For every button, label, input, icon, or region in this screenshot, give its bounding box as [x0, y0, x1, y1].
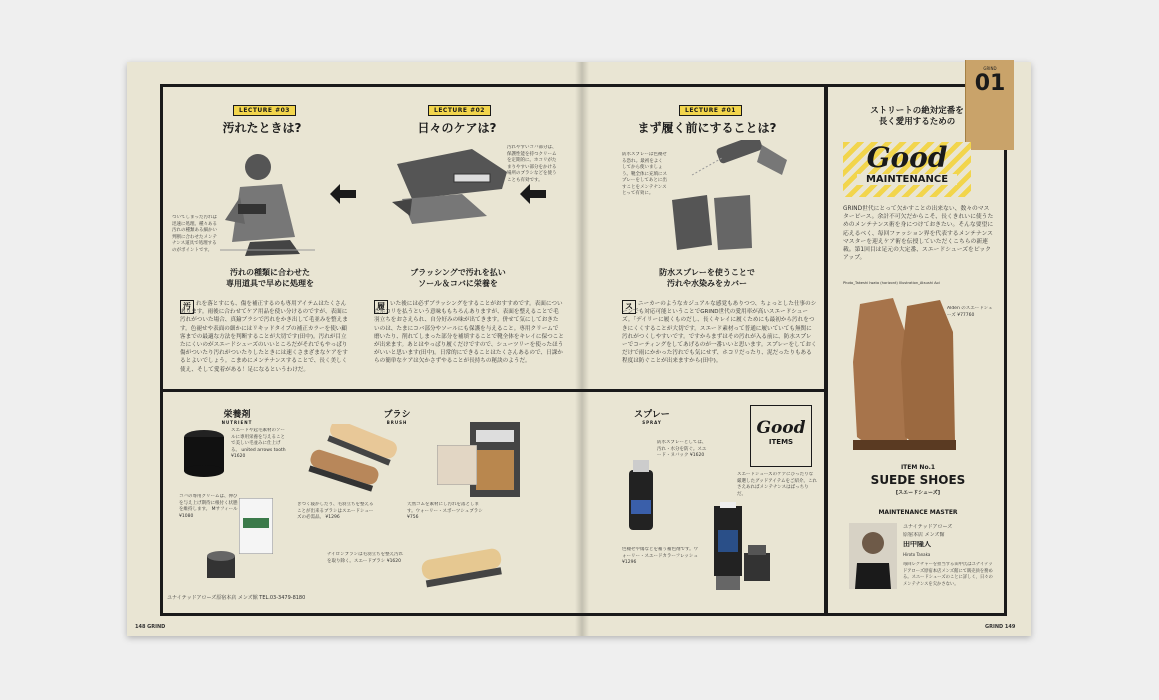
- care-section-title: 栄養剤 NUTRIENT: [221, 410, 253, 425]
- spray-note-1: 防水スプレーとしては、汚れ・水分を防ぐ。スエード・ヌバック ¥1620: [657, 440, 707, 458]
- brushes-image: [307, 424, 412, 496]
- lecture-01-title: まず履く前にすることは?: [637, 121, 777, 135]
- lecture-03-title: 汚れたときは?: [222, 121, 302, 135]
- master-bio: 毎回レクチャーを担当する田中氏はユナイテッドアローズ原宿本店メンズ館にて販売員を務める。スエードシューズのことに詳しく、日々のメンテナンスを欠かさない。: [903, 562, 993, 587]
- brush-note-1: きつく寝かしたり、毛羽立ちを整えることが出来るブラシはスエードシューズの必需品。 ¥1296: [297, 502, 374, 520]
- rubber-brush-box-image: [470, 422, 520, 497]
- page-number-left: 148 GRIND: [135, 624, 166, 630]
- master-portrait: [849, 523, 897, 589]
- lecture-03-caption: 汚れの種類に合わせた 専用道具で早めに処理を: [226, 268, 314, 288]
- care-note-2: コバの専用クリームは、伸びを与え上げ期待に根付く状態を維持します。 Mサフィール ¥1080: [179, 494, 238, 519]
- brush-section-title: ブラシ BRUSH: [383, 410, 411, 425]
- lecture-02-body: いた後には必ずブラッシングをすることがおすすめです。表面についたホコリを払うという意味ももちろんありますが、表面を整えることで毛羽立ちをおさえられ、自分好みの味が出てきます。併せて気にしておきたいのは、たまにコバ部分やソールにも保護を与えること。専用クリームで磨いたり、削れてしまった部分を補填することで靴全体をキレイに保つことが出来ます。あとはやっぱり履くだけですので、シューツリーを使ったほうがいいと思います(田中)。日常的にできることはたくさんあるので、日課からの簡単なケアは欠かさずやることが長持ちの秘訣のようだ。: [374, 301, 564, 365]
- lecture-03-note: ついてしまった汚れは迅速に処理。種々ある汚れの種類ある細かい判断に合わせたメンテナンス道具で処理するのがポイントです。: [172, 215, 217, 253]
- lecture-03-initial: 汚: [180, 300, 194, 314]
- page-number-right: GRIND 149: [985, 624, 1016, 630]
- brush-note-3: ナイロンブラシは毛羽立ちを整え汚れを取り除く。スエードブラシ ¥1620: [327, 552, 404, 564]
- feature-credit: Photo_Takeshi Iwata (horizont) Illustration_Atsushi Aoi: [843, 281, 940, 285]
- lecture-03-body: れを落とすにも、傷を補正するのも専用アイテムはたくさんあります。雨後に合わせてケア用品を使い分けるのですが、表面に汚れがついた場合、真鍮ブラシで汚れをかき出して毛並みを整えます。色褪せや表面の細かにはリキッドタイプの補正カラーを使い顧客までの最適な方法を判断することが大切です(田中)。汚れが目立たにくいのがスエードシューズのいいところだがそれでもやっぱり傷がついたり汚れがついたりしたときには速くさまざまなケアをするとよいでしょう。こまめにメンテナンスすることで、長く美しく使え、そして愛着がある！足になるというわけだ。: [180, 301, 348, 373]
- brush-note-2: 天然ゴムを素材にし汚れを落とします。ウォーリー・スポーツシュブラシ¥756: [407, 502, 483, 520]
- arrow-left-icon: [520, 184, 546, 204]
- nutrient-jar-image: [182, 429, 226, 477]
- lecture-02-caption: ブラッシングで汚れを払い ソール＆コバに栄養を: [410, 268, 506, 288]
- master-label: MAINTENANCE MASTER: [878, 509, 958, 516]
- cream-jar-image: [207, 550, 235, 578]
- good-items-box: Good ITEMS: [750, 405, 812, 467]
- suede-brush-image: [412, 542, 512, 597]
- spray-illustration: [652, 140, 787, 252]
- feature-intro: ストリートの絶対定番を 長く愛用するための: [870, 106, 964, 127]
- lecture-01-body: ニーカーのようなカジュアルな感覚もありつつ、ちょっとした仕事のシーンでも対応可能ということでGRIND世代の愛用率が高いスエードシューズ。「デイリーに履くものだし、長くキレイに履くためにも最初から汚れをつきにくくすることが大切です。スエード素材って普通に履いていても無関に汚れがつくしやすいです。ですからまずはその汚れが入る前に、防水スプレーでコーティングをしてあげるのが一番いいと思います。スプレーをしておくだけで雨にかかった汚れでも気にせず、ホコリだったり、泥だったりもある程度は防ぐことが出来ますから(田中)。: [622, 301, 817, 365]
- master-shop: ユナイテッドアローズ: [903, 524, 953, 530]
- good-items-desc: スエードシューズのケアにぴったりな厳選したグッドアイテムをご紹介。これさえあればメンテナンスはばっちりだ。: [737, 472, 817, 497]
- lecture-02-tag: LECTURE #02: [428, 105, 491, 116]
- brushing-illustration: [392, 144, 512, 226]
- cream-box-image: [239, 498, 273, 554]
- eraser-block-image: [437, 445, 477, 485]
- spray-section-title: スプレー SPRAY: [634, 410, 670, 425]
- spray-can-image: [627, 460, 655, 530]
- good-maintenance-banner: Good MAINTENANCE: [843, 142, 971, 197]
- shop-info: ユナイテッドアローズ原宿本店 メンズ館 TEL.03-3479-8180: [167, 595, 306, 601]
- arrow-left-icon: [330, 184, 356, 204]
- lecture-01-note: 防水スプレーは色褪せる恐れ。最初をよくしてから使いましょう。靴全体に充填にスプレーをしてあとに出すことをメンテナンスとって有効に。: [622, 152, 667, 196]
- item-number: ITEM No.1: [900, 464, 936, 471]
- issue-tab: GRIND 01: [965, 60, 1014, 150]
- lecture-01-tag: LECTURE #01: [679, 105, 742, 116]
- cobbler-illustration: [220, 142, 315, 257]
- master-place: 原宿本店 メンズ館: [903, 532, 945, 538]
- lecture-01-caption: 防水スプレーを使うことで 汚れや水染みをカバー: [659, 268, 755, 288]
- feature-lead: GRIND世代にとって欠かすことの出来ない、数々のマスターピース。余計不可欠だからこそ、長くきれいに使うためのメンテナンス術を身につけておきたい。そんな要望に応えるべく、毎回ファッション界を代表するメンテナンスマスターを迎えケア術を伝授していただくこちらの新連載。第1回目は足元の大定番、スエードシューズをピックアップ。: [843, 206, 994, 262]
- item-name-jp: [スエードシューズ]: [895, 490, 941, 496]
- magazine-spread: [127, 62, 1031, 636]
- spray-note-2: 色褪せや傷などを補う補色剤です。ウォーリー・スエードカラーフレッシュ ¥1296: [622, 547, 699, 565]
- section-divider: [160, 389, 827, 392]
- item-name: SUEDE SHOES: [870, 473, 966, 487]
- lecture-02-note: 汚れやすいコバ部分は、保護性能を持つクリームを定期的に。ホコリがたまりやすい部分をかける場所のブラシなどを使うことも有効です。: [507, 145, 557, 183]
- color-cap-image: [744, 545, 770, 581]
- master-roman: Hiroto Tanaka: [903, 552, 931, 557]
- lecture-03-tag: LECTURE #03: [233, 105, 296, 116]
- master-name: 田中隆人: [903, 541, 931, 548]
- lecture-02-initial: 履: [374, 300, 388, 314]
- lecture-01-initial: ス: [622, 300, 636, 314]
- product-label: Alden のスエードシューズ ¥77760: [947, 306, 993, 318]
- lecture-02-title: 日々のケアは?: [417, 121, 497, 135]
- color-bottle-image: [712, 502, 744, 592]
- care-note-1: スエードや起毛素材のソールに専用栄養を与えることで美しい毛並みに仕上げる。 united arrows tooth ¥1620: [231, 428, 286, 459]
